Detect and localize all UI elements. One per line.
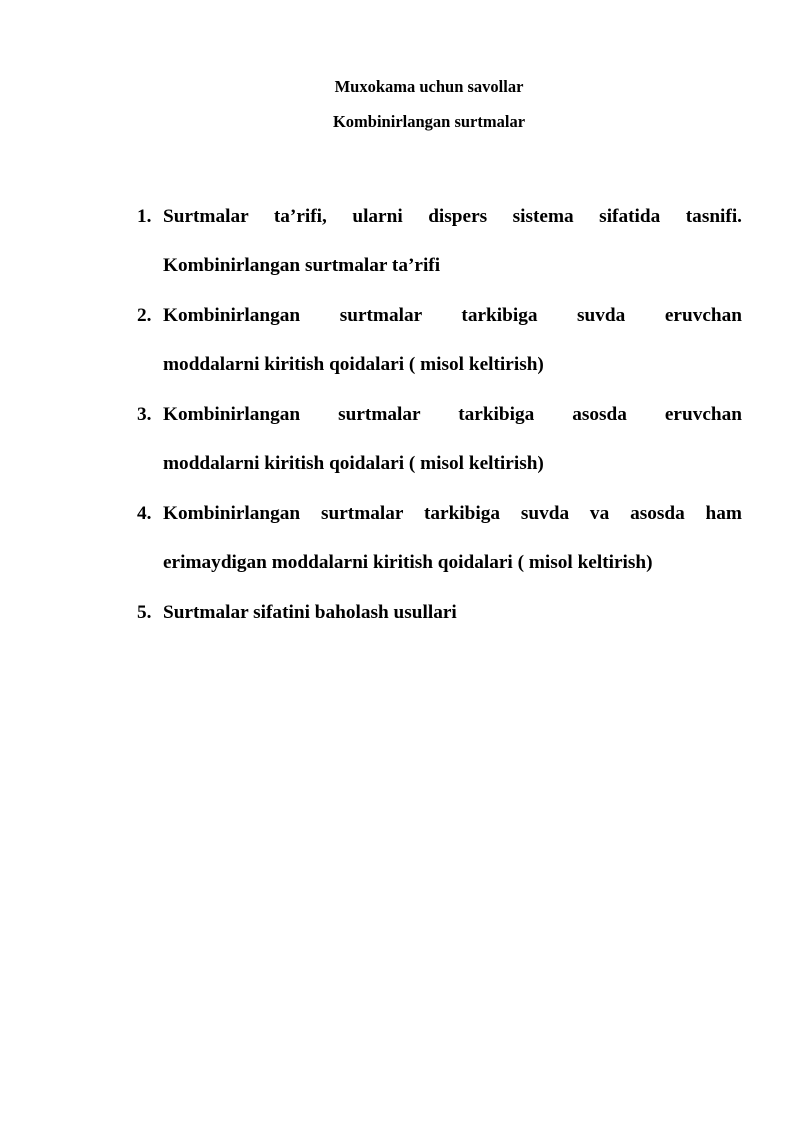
document-subtitle: Kombinirlangan surtmalar bbox=[332, 112, 526, 131]
question-number: 3. bbox=[137, 404, 152, 425]
question-text-line-1: Kombinirlangan surtmalar tarkibiga asosda eruvchan bbox=[163, 404, 742, 425]
question-text-line-1: Surtmalar sifatini baholash usullari bbox=[163, 602, 457, 623]
question-text-line-2: Kombinirlangan surtmalar ta’rifi bbox=[163, 255, 441, 276]
question-text-line-1: Surtmalar ta’rifi, ularni dispers sistema sifatida tasnifi. bbox=[163, 206, 742, 227]
question-number: 4. bbox=[137, 503, 152, 524]
question-text-line-2: moddalarni kiritish qoidalari ( misol keltirish) bbox=[163, 354, 544, 375]
document-title: Muxokama uchun savollar bbox=[334, 77, 524, 96]
question-text-line-2: erimaydigan moddalarni kiritish qoidalari ( misol keltirish) bbox=[163, 552, 653, 573]
question-number: 2. bbox=[137, 305, 152, 326]
question-number: 5. bbox=[137, 602, 152, 623]
question-text-line-1: Kombinirlangan surtmalar tarkibiga suvda eruvchan bbox=[163, 305, 742, 326]
question-text-line-1: Kombinirlangan surtmalar tarkibiga suvda va asosda ham bbox=[163, 503, 742, 524]
question-text-line-2: moddalarni kiritish qoidalari ( misol keltirish) bbox=[163, 453, 544, 474]
question-number: 1. bbox=[137, 206, 152, 227]
